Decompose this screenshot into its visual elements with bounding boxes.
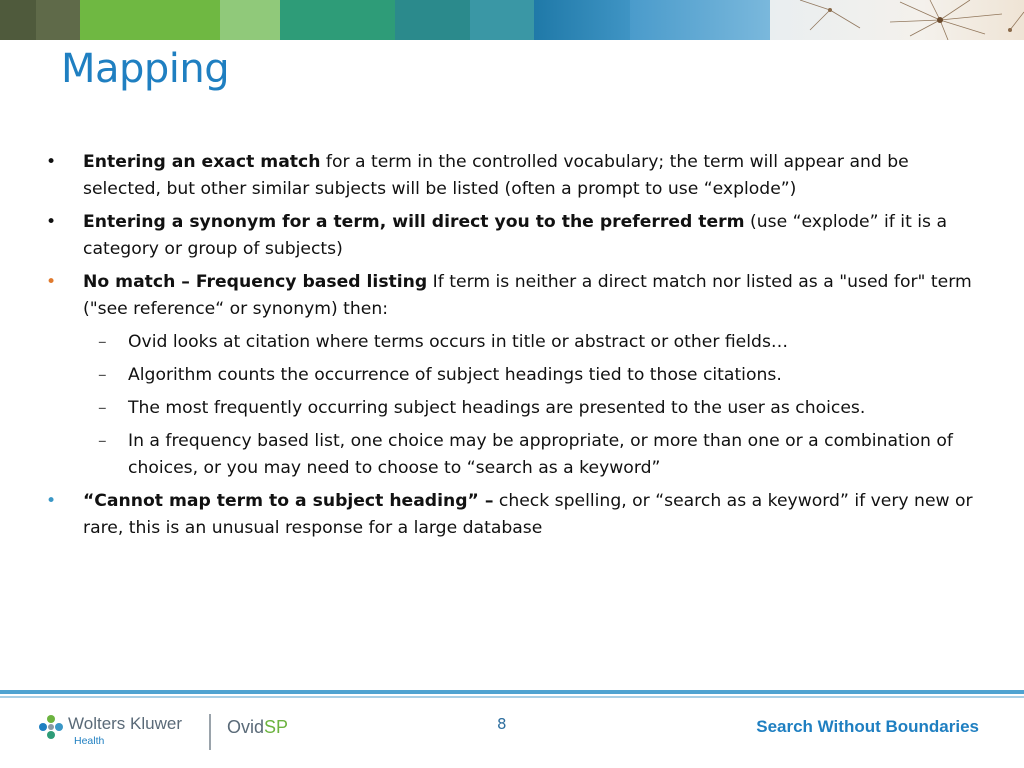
- dandelion-icon: [770, 0, 1024, 40]
- sub-bullet-marker: –: [98, 332, 107, 352]
- logo-brand: Wolters Kluwer: [68, 714, 182, 733]
- logo-text: [68, 714, 182, 748]
- bullet-item: [46, 269, 976, 323]
- bullet-bold-text: “Cannot map term to a subject heading” –: [83, 491, 494, 511]
- wolters-kluwer-logo: [38, 714, 182, 748]
- band-segment: [80, 0, 220, 40]
- footer-divider: [209, 714, 211, 750]
- bullet-item: [46, 149, 976, 203]
- band-segment: [220, 0, 280, 40]
- bullet-item: [46, 488, 976, 542]
- sub-bullet-marker: –: [98, 398, 107, 418]
- slide-body: [46, 149, 976, 548]
- bullet-item: [46, 209, 976, 263]
- bullet-text: (use “explode” if it is a category or group of subjects): [83, 212, 947, 259]
- product-name: [227, 717, 288, 738]
- band-segment: [534, 0, 630, 40]
- sub-bullet-item: [46, 395, 976, 422]
- sub-bullet-item: [46, 362, 976, 389]
- bullet-marker: •: [46, 491, 57, 511]
- sub-bullet-marker: –: [98, 365, 107, 385]
- bullet-bold-text: Entering an exact match: [83, 152, 321, 172]
- footer-rule: [0, 690, 1024, 694]
- footer-rule-light: [0, 696, 1024, 698]
- bullet-bold-text: Entering a synonym for a term, will direct you to the preferred term: [83, 212, 745, 232]
- bullet-marker: •: [46, 212, 57, 232]
- band-segment: [280, 0, 395, 40]
- band-segment-photo: [770, 0, 1024, 40]
- wolters-kluwer-logo-icon: [38, 714, 64, 740]
- logo-division: Health: [74, 735, 105, 747]
- product-prefix: Ovid: [227, 717, 265, 737]
- band-segment: [395, 0, 470, 40]
- sub-bullet-item: [46, 329, 976, 356]
- band-segment: [630, 0, 770, 40]
- bullet-text: for a term in the controlled vocabulary; the term will appear and be selected, but other similar subjects will be listed (often a prompt to use “explode”): [83, 152, 909, 199]
- header-color-band: [0, 0, 1024, 40]
- bullet-text: check spelling, or “search as a keyword” if very new or rare, this is an unusual response for a large database: [83, 491, 973, 538]
- bullet-marker: •: [46, 272, 57, 292]
- sub-bullet-item: [46, 428, 976, 482]
- page-number: 8: [497, 715, 507, 733]
- sub-bullet-text: The most frequently occurring subject headings are presented to the user as choices.: [128, 398, 866, 418]
- product-suffix: SP: [264, 717, 289, 737]
- sub-bullet-text: In a frequency based list, one choice may be appropriate, or more than one or a combination of choices, or you may need to choose to “search as a keyword”: [128, 431, 953, 478]
- bullet-bold-text: No match – Frequency based listing: [83, 272, 428, 292]
- slide-title: Mapping: [61, 46, 230, 92]
- band-segment: [36, 0, 80, 40]
- bullet-marker: •: [46, 152, 57, 172]
- band-segment: [0, 0, 36, 40]
- sub-bullet-marker: –: [98, 431, 107, 451]
- bullet-text: If term is neither a direct match nor listed as a "used for" term ("see reference“ or synonym) then:: [83, 272, 972, 319]
- sub-bullet-text: Ovid looks at citation where terms occurs in title or abstract or other fields…: [128, 332, 789, 352]
- band-segment: [470, 0, 534, 40]
- footer-slogan: Search Without Boundaries: [756, 717, 979, 736]
- sub-bullet-text: Algorithm counts the occurrence of subject headings tied to those citations.: [128, 365, 782, 385]
